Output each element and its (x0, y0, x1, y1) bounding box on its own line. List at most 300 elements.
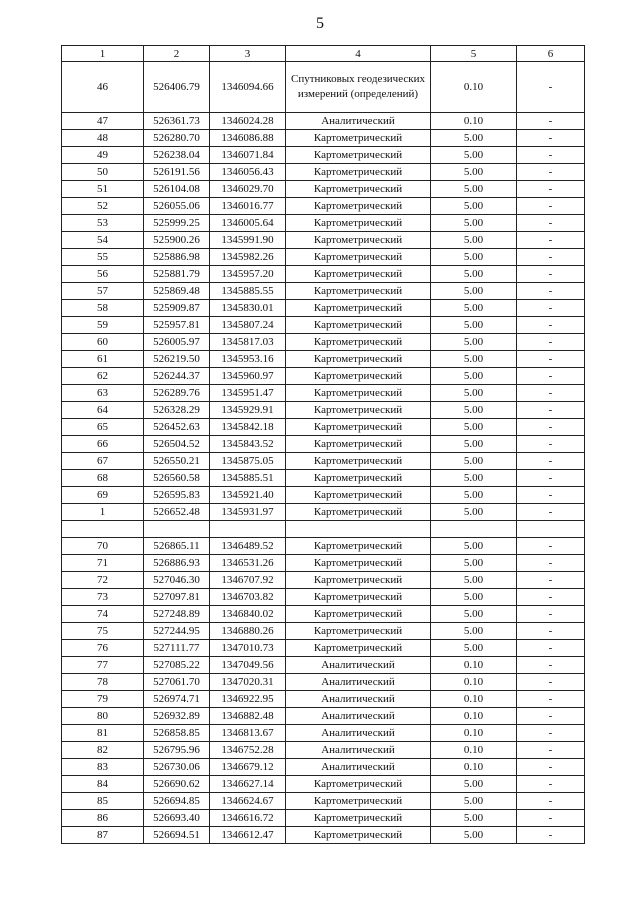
table-row (62, 198, 585, 215)
table-row (62, 623, 585, 640)
table-cell: 75 (62, 623, 144, 640)
table-cell: 5.00 (431, 793, 517, 810)
table-cell: - (517, 640, 585, 657)
table-cell: 5.00 (431, 776, 517, 793)
table-cell: 5.00 (431, 487, 517, 504)
table-cell: 527085.22 (144, 657, 210, 674)
table-cell: 1346029.70 (210, 181, 286, 198)
table-cell: - (517, 113, 585, 130)
table-cell: 526560.58 (144, 470, 210, 487)
table-cell: 79 (62, 691, 144, 708)
table-cell: - (517, 453, 585, 470)
table-cell: - (517, 776, 585, 793)
table-cell: - (517, 368, 585, 385)
table-row (62, 181, 585, 198)
table-cell: - (517, 555, 585, 572)
table-cell: Спутниковых геодезических измерений (определений) (286, 62, 431, 113)
table-cell: 5.00 (431, 402, 517, 419)
table-cell: - (517, 606, 585, 623)
table-cell: - (517, 708, 585, 725)
table-cell: 5.00 (431, 130, 517, 147)
table-cell: 5.00 (431, 215, 517, 232)
table-cell: 0.10 (431, 742, 517, 759)
table-row (62, 572, 585, 589)
table-cell: 1346016.77 (210, 198, 286, 215)
table-cell: 82 (62, 742, 144, 759)
table-cell: Картометрический (286, 504, 431, 521)
table-cell: 1346094.66 (210, 62, 286, 113)
table-row (62, 317, 585, 334)
table-cell: - (517, 623, 585, 640)
table-cell: - (517, 198, 585, 215)
empty-cell (210, 521, 286, 538)
table-cell: 67 (62, 453, 144, 470)
table-cell: - (517, 351, 585, 368)
table-cell: 5.00 (431, 181, 517, 198)
table-cell: 526191.56 (144, 164, 210, 181)
table-cell: 52 (62, 198, 144, 215)
table-cell: 74 (62, 606, 144, 623)
table-row (62, 827, 585, 844)
table-row (62, 504, 585, 521)
table-cell: Картометрический (286, 827, 431, 844)
table-cell: 1346707.92 (210, 572, 286, 589)
table-cell: Картометрический (286, 300, 431, 317)
table-row (62, 657, 585, 674)
table-cell: 5.00 (431, 572, 517, 589)
table-cell: Картометрический (286, 793, 431, 810)
table-cell: 51 (62, 181, 144, 198)
table-cell: - (517, 674, 585, 691)
table-cell: 59 (62, 317, 144, 334)
table-row (62, 555, 585, 572)
table-cell: 526694.85 (144, 793, 210, 810)
table-row (62, 538, 585, 555)
table-cell: 61 (62, 351, 144, 368)
table-row (62, 810, 585, 827)
table-cell: - (517, 725, 585, 742)
table-cell: Картометрический (286, 147, 431, 164)
table-cell: 78 (62, 674, 144, 691)
table-cell: 0.10 (431, 657, 517, 674)
table-row (62, 147, 585, 164)
table-cell: - (517, 164, 585, 181)
table-row (62, 130, 585, 147)
table-cell: - (517, 62, 585, 113)
table-cell: 5.00 (431, 385, 517, 402)
table-cell: 71 (62, 555, 144, 572)
table-cell: Картометрический (286, 130, 431, 147)
table-cell: 5.00 (431, 606, 517, 623)
table-cell: 54 (62, 232, 144, 249)
table-cell: Картометрический (286, 164, 431, 181)
table-cell: Картометрический (286, 555, 431, 572)
table-cell: 5.00 (431, 453, 517, 470)
table-row (62, 453, 585, 470)
table-row (62, 606, 585, 623)
table-row (62, 640, 585, 657)
table-cell: 1345817.03 (210, 334, 286, 351)
table-cell: 1346679.12 (210, 759, 286, 776)
table-cell: - (517, 589, 585, 606)
table-cell: - (517, 793, 585, 810)
coordinates-table (61, 45, 585, 844)
table-cell: 525881.79 (144, 266, 210, 283)
table-row (62, 283, 585, 300)
table-cell: 526280.70 (144, 130, 210, 147)
table-cell: 55 (62, 249, 144, 266)
table-cell: Аналитический (286, 674, 431, 691)
table-cell: 527046.30 (144, 572, 210, 589)
table-cell: Картометрический (286, 470, 431, 487)
table-cell: 5.00 (431, 232, 517, 249)
table-cell: 1346922.95 (210, 691, 286, 708)
table-cell: 5.00 (431, 368, 517, 385)
table-row (62, 385, 585, 402)
table-cell: - (517, 487, 585, 504)
table-cell: 526690.62 (144, 776, 210, 793)
table-cell: 5.00 (431, 164, 517, 181)
table-cell: Аналитический (286, 742, 431, 759)
column-header: 6 (517, 46, 585, 62)
table-cell: 1345991.90 (210, 232, 286, 249)
table-cell: Картометрический (286, 283, 431, 300)
table-row (62, 351, 585, 368)
table-cell: 5.00 (431, 419, 517, 436)
table-cell: 50 (62, 164, 144, 181)
table-cell: 5.00 (431, 504, 517, 521)
table-cell: 1346627.14 (210, 776, 286, 793)
table-row (62, 725, 585, 742)
table-cell: Аналитический (286, 759, 431, 776)
table-cell: 0.10 (431, 113, 517, 130)
table-cell: 5.00 (431, 198, 517, 215)
table-cell: 1346489.52 (210, 538, 286, 555)
table-cell: Картометрический (286, 538, 431, 555)
table-cell: 1346531.26 (210, 555, 286, 572)
table-cell: 1345957.20 (210, 266, 286, 283)
empty-cell (431, 521, 517, 538)
table-cell: 63 (62, 385, 144, 402)
table-cell: 1345960.97 (210, 368, 286, 385)
table-cell: 5.00 (431, 555, 517, 572)
table-cell: 1345830.01 (210, 300, 286, 317)
table-cell: 46 (62, 62, 144, 113)
table-cell: 525957.81 (144, 317, 210, 334)
table-cell: 0.10 (431, 62, 517, 113)
table-cell: 526238.04 (144, 147, 210, 164)
empty-cell (62, 521, 144, 538)
table-cell: 526693.40 (144, 810, 210, 827)
table-cell: 53 (62, 215, 144, 232)
table-cell: - (517, 810, 585, 827)
table-cell: 68 (62, 470, 144, 487)
table-cell: - (517, 232, 585, 249)
table-cell: 526219.50 (144, 351, 210, 368)
table-cell: 526104.08 (144, 181, 210, 198)
table-cell: Картометрический (286, 606, 431, 623)
table-cell: 526694.51 (144, 827, 210, 844)
table-cell: 5.00 (431, 351, 517, 368)
table-cell: 526289.76 (144, 385, 210, 402)
table-cell: 5.00 (431, 266, 517, 283)
table-cell: 1345953.16 (210, 351, 286, 368)
table-cell: 70 (62, 538, 144, 555)
table-cell: 56 (62, 266, 144, 283)
column-header: 5 (431, 46, 517, 62)
table-cell: - (517, 385, 585, 402)
table-cell: 526865.11 (144, 538, 210, 555)
table-cell: 1346703.82 (210, 589, 286, 606)
table-cell: Картометрический (286, 351, 431, 368)
table-cell: 1345843.52 (210, 436, 286, 453)
table-cell: - (517, 759, 585, 776)
table-cell: Картометрический (286, 572, 431, 589)
table-cell: 1345885.51 (210, 470, 286, 487)
table-cell: 1345875.05 (210, 453, 286, 470)
table-row (62, 215, 585, 232)
table-cell: 81 (62, 725, 144, 742)
table-cell: 1346612.47 (210, 827, 286, 844)
table-cell: 1345885.55 (210, 283, 286, 300)
table-cell: 526328.29 (144, 402, 210, 419)
table-cell: Аналитический (286, 113, 431, 130)
table-cell: 83 (62, 759, 144, 776)
table-header-row (62, 46, 585, 62)
table-cell: 5.00 (431, 317, 517, 334)
table-cell: 5.00 (431, 623, 517, 640)
table-cell: - (517, 283, 585, 300)
table-cell: 526361.73 (144, 113, 210, 130)
table-cell: - (517, 691, 585, 708)
table-cell: 526055.06 (144, 198, 210, 215)
table-cell: - (517, 215, 585, 232)
table-cell: 1346882.48 (210, 708, 286, 725)
table-cell: 526452.63 (144, 419, 210, 436)
table-row (62, 742, 585, 759)
table-cell: 5.00 (431, 589, 517, 606)
table-row (62, 759, 585, 776)
table-cell: 1346616.72 (210, 810, 286, 827)
table-cell: 1346024.28 (210, 113, 286, 130)
table-cell: 5.00 (431, 640, 517, 657)
table-cell: 1346752.28 (210, 742, 286, 759)
table-cell: 1346071.84 (210, 147, 286, 164)
table-row (62, 164, 585, 181)
table-row (62, 113, 585, 130)
table-cell: 526795.96 (144, 742, 210, 759)
table-cell: 0.10 (431, 708, 517, 725)
table-row (62, 793, 585, 810)
table-cell: 1346086.88 (210, 130, 286, 147)
table-cell: 65 (62, 419, 144, 436)
table-cell: - (517, 249, 585, 266)
table-cell: 69 (62, 487, 144, 504)
table-cell: Картометрический (286, 317, 431, 334)
column-header: 1 (62, 46, 144, 62)
table-cell: 5.00 (431, 436, 517, 453)
table-cell: 526652.48 (144, 504, 210, 521)
table-cell: 1345921.40 (210, 487, 286, 504)
table-cell: 5.00 (431, 249, 517, 266)
table-cell: 526886.93 (144, 555, 210, 572)
table-cell: 1347049.56 (210, 657, 286, 674)
table-row (62, 470, 585, 487)
table-cell: 1346624.67 (210, 793, 286, 810)
table-cell: 1 (62, 504, 144, 521)
table-cell: 525909.87 (144, 300, 210, 317)
table-cell: 525900.26 (144, 232, 210, 249)
table-cell: 0.10 (431, 691, 517, 708)
table-row (62, 232, 585, 249)
table-cell: 526730.06 (144, 759, 210, 776)
table-cell: 1345982.26 (210, 249, 286, 266)
table-cell: 526244.37 (144, 368, 210, 385)
table-cell: 64 (62, 402, 144, 419)
table-row (62, 674, 585, 691)
table-cell: - (517, 470, 585, 487)
empty-cell (517, 521, 585, 538)
table-cell: 527248.89 (144, 606, 210, 623)
table-cell: 527244.95 (144, 623, 210, 640)
table-cell: 1347020.31 (210, 674, 286, 691)
table-cell: Картометрический (286, 198, 431, 215)
table-cell: 1346005.64 (210, 215, 286, 232)
table-cell: Аналитический (286, 725, 431, 742)
table-cell: - (517, 742, 585, 759)
table-cell: 1345929.91 (210, 402, 286, 419)
table-row (62, 589, 585, 606)
table-cell: - (517, 436, 585, 453)
table-cell: - (517, 419, 585, 436)
table-row (62, 691, 585, 708)
table-cell: 1345842.18 (210, 419, 286, 436)
table-cell: 527111.77 (144, 640, 210, 657)
table-cell: - (517, 181, 585, 198)
table-cell: 48 (62, 130, 144, 147)
table-cell: 5.00 (431, 538, 517, 555)
table-row (62, 62, 585, 113)
table-cell: 525886.98 (144, 249, 210, 266)
page-number: 5 (316, 15, 324, 32)
table-cell: 47 (62, 113, 144, 130)
table-cell: 0.10 (431, 674, 517, 691)
table-cell: Картометрический (286, 249, 431, 266)
table-cell: Картометрический (286, 640, 431, 657)
table-cell: - (517, 504, 585, 521)
table-cell: 72 (62, 572, 144, 589)
table-cell: Картометрический (286, 419, 431, 436)
table-row (62, 419, 585, 436)
table-cell: 526974.71 (144, 691, 210, 708)
table-cell: Картометрический (286, 776, 431, 793)
table-cell: 1346813.67 (210, 725, 286, 742)
table-cell: - (517, 538, 585, 555)
table-row (62, 368, 585, 385)
table-cell: Картометрический (286, 589, 431, 606)
empty-separator-row (62, 521, 585, 538)
table-cell: 526406.79 (144, 62, 210, 113)
table-row (62, 300, 585, 317)
table-cell: 86 (62, 810, 144, 827)
table-cell: Аналитический (286, 708, 431, 725)
table-cell: 1346056.43 (210, 164, 286, 181)
table-cell: - (517, 130, 585, 147)
table-cell: - (517, 334, 585, 351)
table-cell: 1345807.24 (210, 317, 286, 334)
table-row (62, 402, 585, 419)
table-cell: 5.00 (431, 147, 517, 164)
table-cell: 526932.89 (144, 708, 210, 725)
table-cell: Аналитический (286, 691, 431, 708)
table-cell: - (517, 657, 585, 674)
table-cell: - (517, 317, 585, 334)
table-cell: 49 (62, 147, 144, 164)
table-cell: 77 (62, 657, 144, 674)
table-cell: 526595.83 (144, 487, 210, 504)
table-cell: - (517, 300, 585, 317)
table-cell: 1345951.47 (210, 385, 286, 402)
table-cell: 85 (62, 793, 144, 810)
table-cell: 5.00 (431, 334, 517, 351)
table-cell: Картометрический (286, 402, 431, 419)
table-cell: 5.00 (431, 810, 517, 827)
table-row (62, 708, 585, 725)
table-cell: Картометрический (286, 810, 431, 827)
column-header: 4 (286, 46, 431, 62)
table-cell: 60 (62, 334, 144, 351)
table-cell: - (517, 402, 585, 419)
table-row (62, 334, 585, 351)
table-cell: 526504.52 (144, 436, 210, 453)
table-cell: 0.10 (431, 759, 517, 776)
column-header: 3 (210, 46, 286, 62)
table-cell: Картометрический (286, 385, 431, 402)
column-header: 2 (144, 46, 210, 62)
empty-cell (286, 521, 431, 538)
table-cell: Картометрический (286, 436, 431, 453)
table-cell: 525869.48 (144, 283, 210, 300)
table-cell: 73 (62, 589, 144, 606)
table-cell: Картометрический (286, 215, 431, 232)
table-cell: 62 (62, 368, 144, 385)
table-cell: - (517, 827, 585, 844)
table-row (62, 487, 585, 504)
table-cell: 5.00 (431, 470, 517, 487)
table-cell: Картометрический (286, 232, 431, 249)
table-cell: 5.00 (431, 283, 517, 300)
table-cell: 527097.81 (144, 589, 210, 606)
table-cell: Аналитический (286, 657, 431, 674)
table-cell: Картометрический (286, 334, 431, 351)
table-cell: 526005.97 (144, 334, 210, 351)
table-row (62, 266, 585, 283)
table-cell: 80 (62, 708, 144, 725)
table-cell: 1347010.73 (210, 640, 286, 657)
table-cell: 1345931.97 (210, 504, 286, 521)
table-cell: 57 (62, 283, 144, 300)
table-row (62, 249, 585, 266)
table-cell: 527061.70 (144, 674, 210, 691)
table-cell: 58 (62, 300, 144, 317)
empty-cell (144, 521, 210, 538)
table-cell: 66 (62, 436, 144, 453)
table-cell: Картометрический (286, 453, 431, 470)
table-cell: - (517, 266, 585, 283)
table-cell: - (517, 147, 585, 164)
table-cell: 5.00 (431, 300, 517, 317)
table-row (62, 436, 585, 453)
